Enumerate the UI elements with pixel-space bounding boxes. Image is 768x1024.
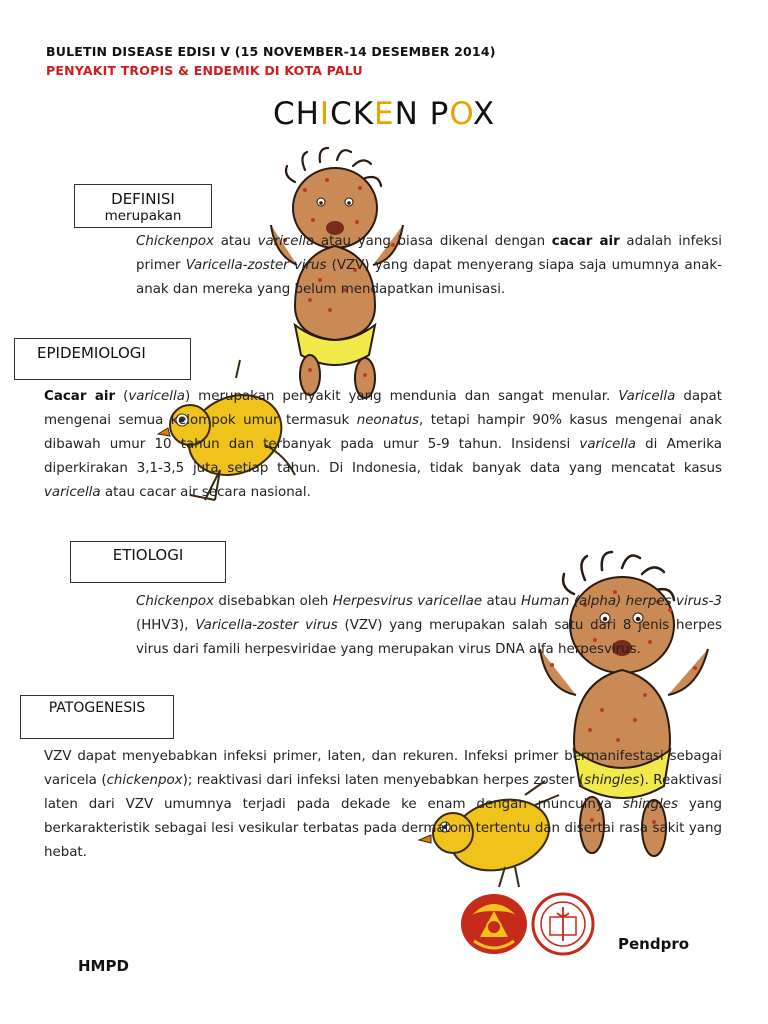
section-heading-patogenesis	[20, 695, 174, 739]
text-run: (VZV) yang merupakan salah satu dari 8 jenis herpes virus dari famili herpesviridae yang merupakan virus DNA alfa herpesvirus.	[136, 618, 722, 657]
text-run: Chickenpox	[136, 594, 215, 609]
text-run: dapat mengenai semua kelompok umur termasuk	[44, 389, 722, 428]
text-run: atau	[482, 594, 522, 609]
etiologi-paragraph	[136, 590, 722, 662]
text-run: di Amerika diperkirakan 3,1-3,5 juta setiap tahun. Di Indonesia, tidak banyak data yang mencatat kasus	[44, 437, 722, 476]
pendpro-logo	[532, 893, 594, 955]
text-run: atau cacar air secara nasional.	[100, 485, 311, 500]
footer-left-label: HMPD	[78, 957, 129, 975]
bulletin-header: BULETIN DISEASE EDISI V (15 NOVEMBER-14 DESEMBER 2014)	[46, 44, 496, 59]
text-run: neonatus	[356, 413, 420, 428]
text-run: Varicella-zoster virus	[185, 258, 327, 273]
text-run: cacar air	[551, 234, 620, 249]
text-run: Herpesvirus varicellae	[332, 594, 483, 609]
text-run: varicella	[257, 234, 315, 249]
definisi-paragraph	[136, 230, 722, 302]
text-run: , tetapi hampir 90% kasus mengenai anak dibawah umur 10 tahun dan terbanyak pada umur 5-9 tahun. Insidensi	[44, 413, 722, 452]
title-part: N P	[394, 96, 450, 132]
text-run: varicella	[579, 437, 636, 452]
epidemiologi-paragraph	[44, 385, 722, 505]
patogenesis-label: PATOGENESIS	[48, 700, 146, 716]
definisi-label: DEFINISI	[111, 190, 175, 208]
text-run: chickenpox	[106, 773, 183, 788]
section-heading-etiologi	[70, 541, 226, 583]
page-title	[0, 96, 768, 132]
text-run: adalah infeksi primer	[136, 234, 723, 273]
title-part: O	[449, 96, 473, 132]
section-heading-epidemiologi	[14, 338, 191, 380]
text-run: yang berkarakteristik sebagai lesi vesikular terbatas pada dermatom tertentu dan disertai rasa sakit yang hebat.	[44, 797, 722, 860]
title-part: I	[319, 96, 331, 132]
text-run: disebabkan oleh	[214, 594, 333, 609]
text-run: ). Reaktivasi laten dari VZV umumnya terjadi pada dekade ke enam dengan munculnya	[44, 773, 722, 812]
bulletin-subheader: PENYAKIT TROPIS & ENDEMIK DI KOTA PALU	[46, 63, 363, 78]
text-run: atau	[214, 234, 258, 249]
text-run: ); reaktivasi dari infeksi laten menyebabkan herpes zoster (	[182, 773, 585, 788]
title-part: CK	[330, 96, 375, 132]
text-run: shingles	[584, 773, 640, 788]
definisi-sublabel: merupakan	[104, 208, 182, 224]
text-run: Chickenpox	[136, 234, 215, 249]
text-run: Varicella-zoster virus	[195, 618, 338, 633]
text-run: (HHV3),	[136, 618, 196, 633]
text-run: varicella	[44, 485, 101, 500]
text-run: Cacar air	[44, 389, 116, 404]
footer-right-label: Pendpro	[618, 935, 690, 953]
etiologi-label: ETIOLOGI	[112, 546, 184, 564]
title-part: E	[374, 96, 395, 132]
text-run: varicella	[128, 389, 185, 404]
text-run: (VZV) yang dapat menyerang siapa saja umumnya anak-anak dan mereka yang belum mendapatkan imunisasi.	[136, 258, 722, 297]
text-run: Varicella	[618, 389, 676, 404]
text-run: shingles	[622, 797, 678, 812]
title-part: CH	[272, 96, 320, 132]
text-run: (	[115, 389, 129, 404]
epidemiologi-label: EPIDEMIOLOGI	[37, 344, 146, 362]
text-run: ) merupakan penyakit yang mendunia dan sangat menular.	[184, 389, 619, 404]
patogenesis-paragraph	[44, 745, 722, 865]
text-run: atau yang biasa dikenal dengan	[314, 234, 552, 249]
title-part: X	[472, 96, 496, 132]
hmpd-logo	[460, 893, 528, 955]
section-heading-definisi	[74, 184, 212, 228]
text-run: Human (alpha) herpes virus-3	[521, 594, 722, 609]
text-run: VZV dapat menyebabkan infeksi primer, laten, dan rekuren. Infeksi primer bermanifestasi sebagai varicela (	[44, 749, 722, 788]
